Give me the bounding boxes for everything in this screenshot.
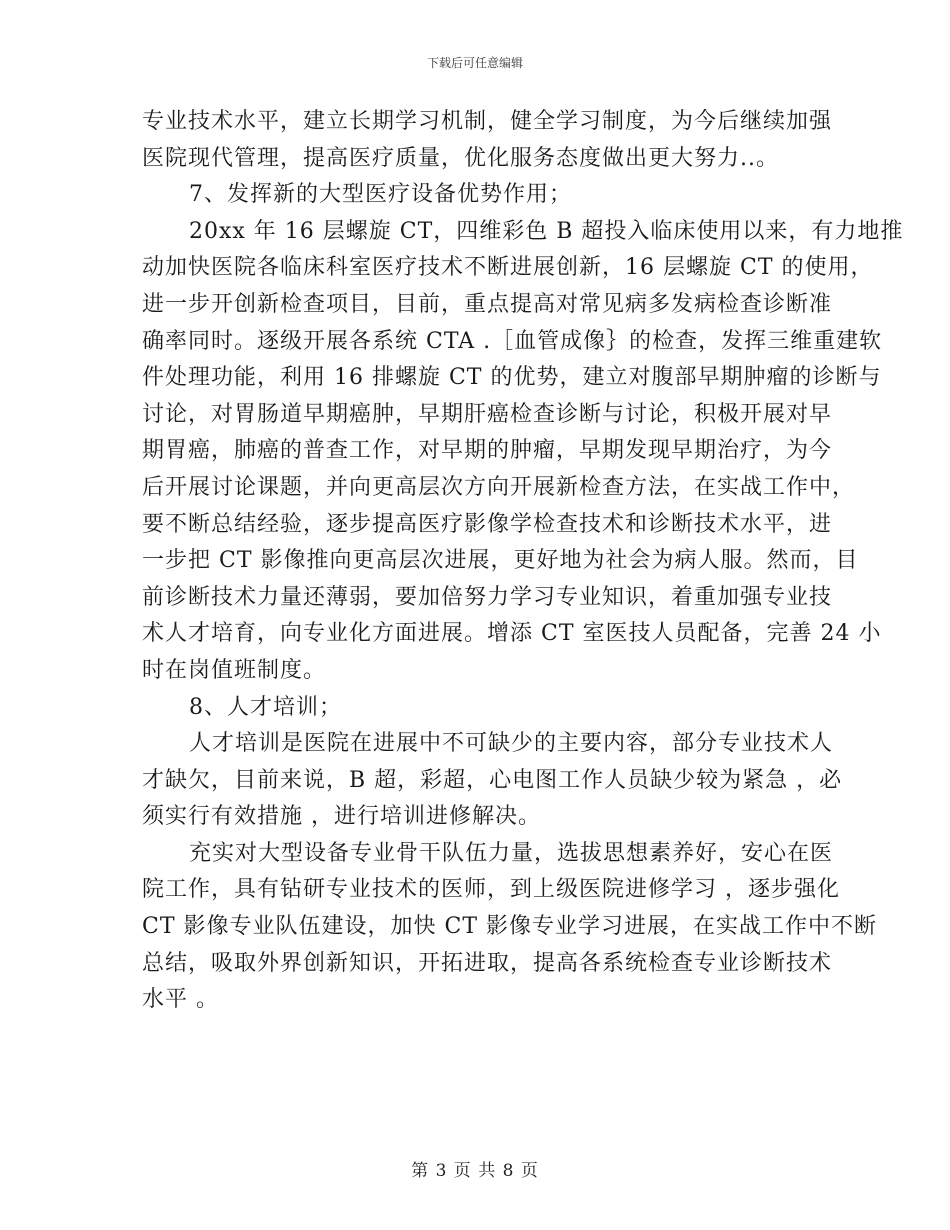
- document-body: [142, 104, 904, 1019]
- page-number: 第 3 页 共 8 页: [411, 1161, 539, 1181]
- text-line: 讨论，对胃肠道早期癌肿，早期肝癌检查诊断与讨论，积极开展对早: [142, 401, 833, 427]
- text-line: 总结，吸取外界创新知识，开拓进取，提高各系统检查专业诊断技术: [142, 950, 833, 976]
- text-line: 前诊断技术力量还薄弱，要加倍努力学习专业知识，着重加强专业技: [142, 584, 833, 610]
- text-line: 确率同时。逐级开展各系统 CTA .［血管成像｝的检查，发挥三维重建软: [142, 328, 883, 354]
- paragraph-start: 人才培训是医院在进展中不可缺少的主要内容，部分专业技术人: [189, 731, 834, 757]
- text-line: 时在岗值班制度。: [142, 657, 327, 683]
- page-header: 下载后可任意编辑: [426, 56, 523, 70]
- text-line: 医院现代管理，提高医疗质量，优化服务态度做出更大努力..。: [142, 145, 779, 171]
- section-heading: 7、发挥新的大型医疗设备优势作用；: [189, 182, 572, 208]
- text-line: 进一步开创新检查项目，目前，重点提高对常见病多发病检查诊断准: [142, 291, 833, 317]
- text-line: 要不断总结经验，逐步提高医疗影像学检查技术和诊断技术水平，进: [142, 511, 833, 537]
- text-line: 一步把 CT 影像推向更高层次进展，更好地为社会为病人服。然而，目: [142, 548, 859, 574]
- text-line: 水平 。: [142, 987, 219, 1013]
- text-line: 期胃癌，肺癌的普查工作，对早期的肿瘤，早期发现早期治疗，为今: [142, 438, 833, 464]
- text-line: 专业技术水平，建立长期学习机制，健全学习制度，为今后继续加强: [142, 109, 833, 134]
- section-heading: 8、人才培训；: [189, 694, 342, 720]
- text-line: 才缺欠，目前来说，B 超，彩超，心电图工作人员缺少较为紧急 ，必: [142, 767, 843, 793]
- text-line: 术人才培育，向专业化方面进展。增添 CT 室医技人员配备，完善 24 小: [142, 621, 882, 647]
- text-line: 后开展讨论课题，并向更高层次方向开展新检查方法，在实战工作中，: [142, 474, 856, 500]
- text-line: 须实行有效措施 ，进行培训进修解决。: [142, 804, 541, 830]
- text-line: CT 影像专业队伍建设，加快 CT 影像专业学习进展，在实战工作中不断: [142, 914, 877, 940]
- paragraph-start: 20xx 年 16 层螺旋 CT，四维彩色 B 超投入临床使用以来，有力地推: [189, 218, 904, 244]
- text-line: 件处理功能，利用 16 排螺旋 CT 的优势，建立对腹部早期肿瘤的诊断与: [142, 365, 882, 391]
- paragraph-start: 充实对大型设备专业骨干队伍力量，选拔思想素养好，安心在医: [189, 840, 834, 866]
- text-line: 院工作，具有钻研专业技术的医师，到上级医院进修学习 ，逐步强化: [142, 877, 840, 903]
- text-line: 动加快医院各临床科室医疗技术不断进展创新，16 层螺旋 CT 的使用，: [142, 255, 874, 281]
